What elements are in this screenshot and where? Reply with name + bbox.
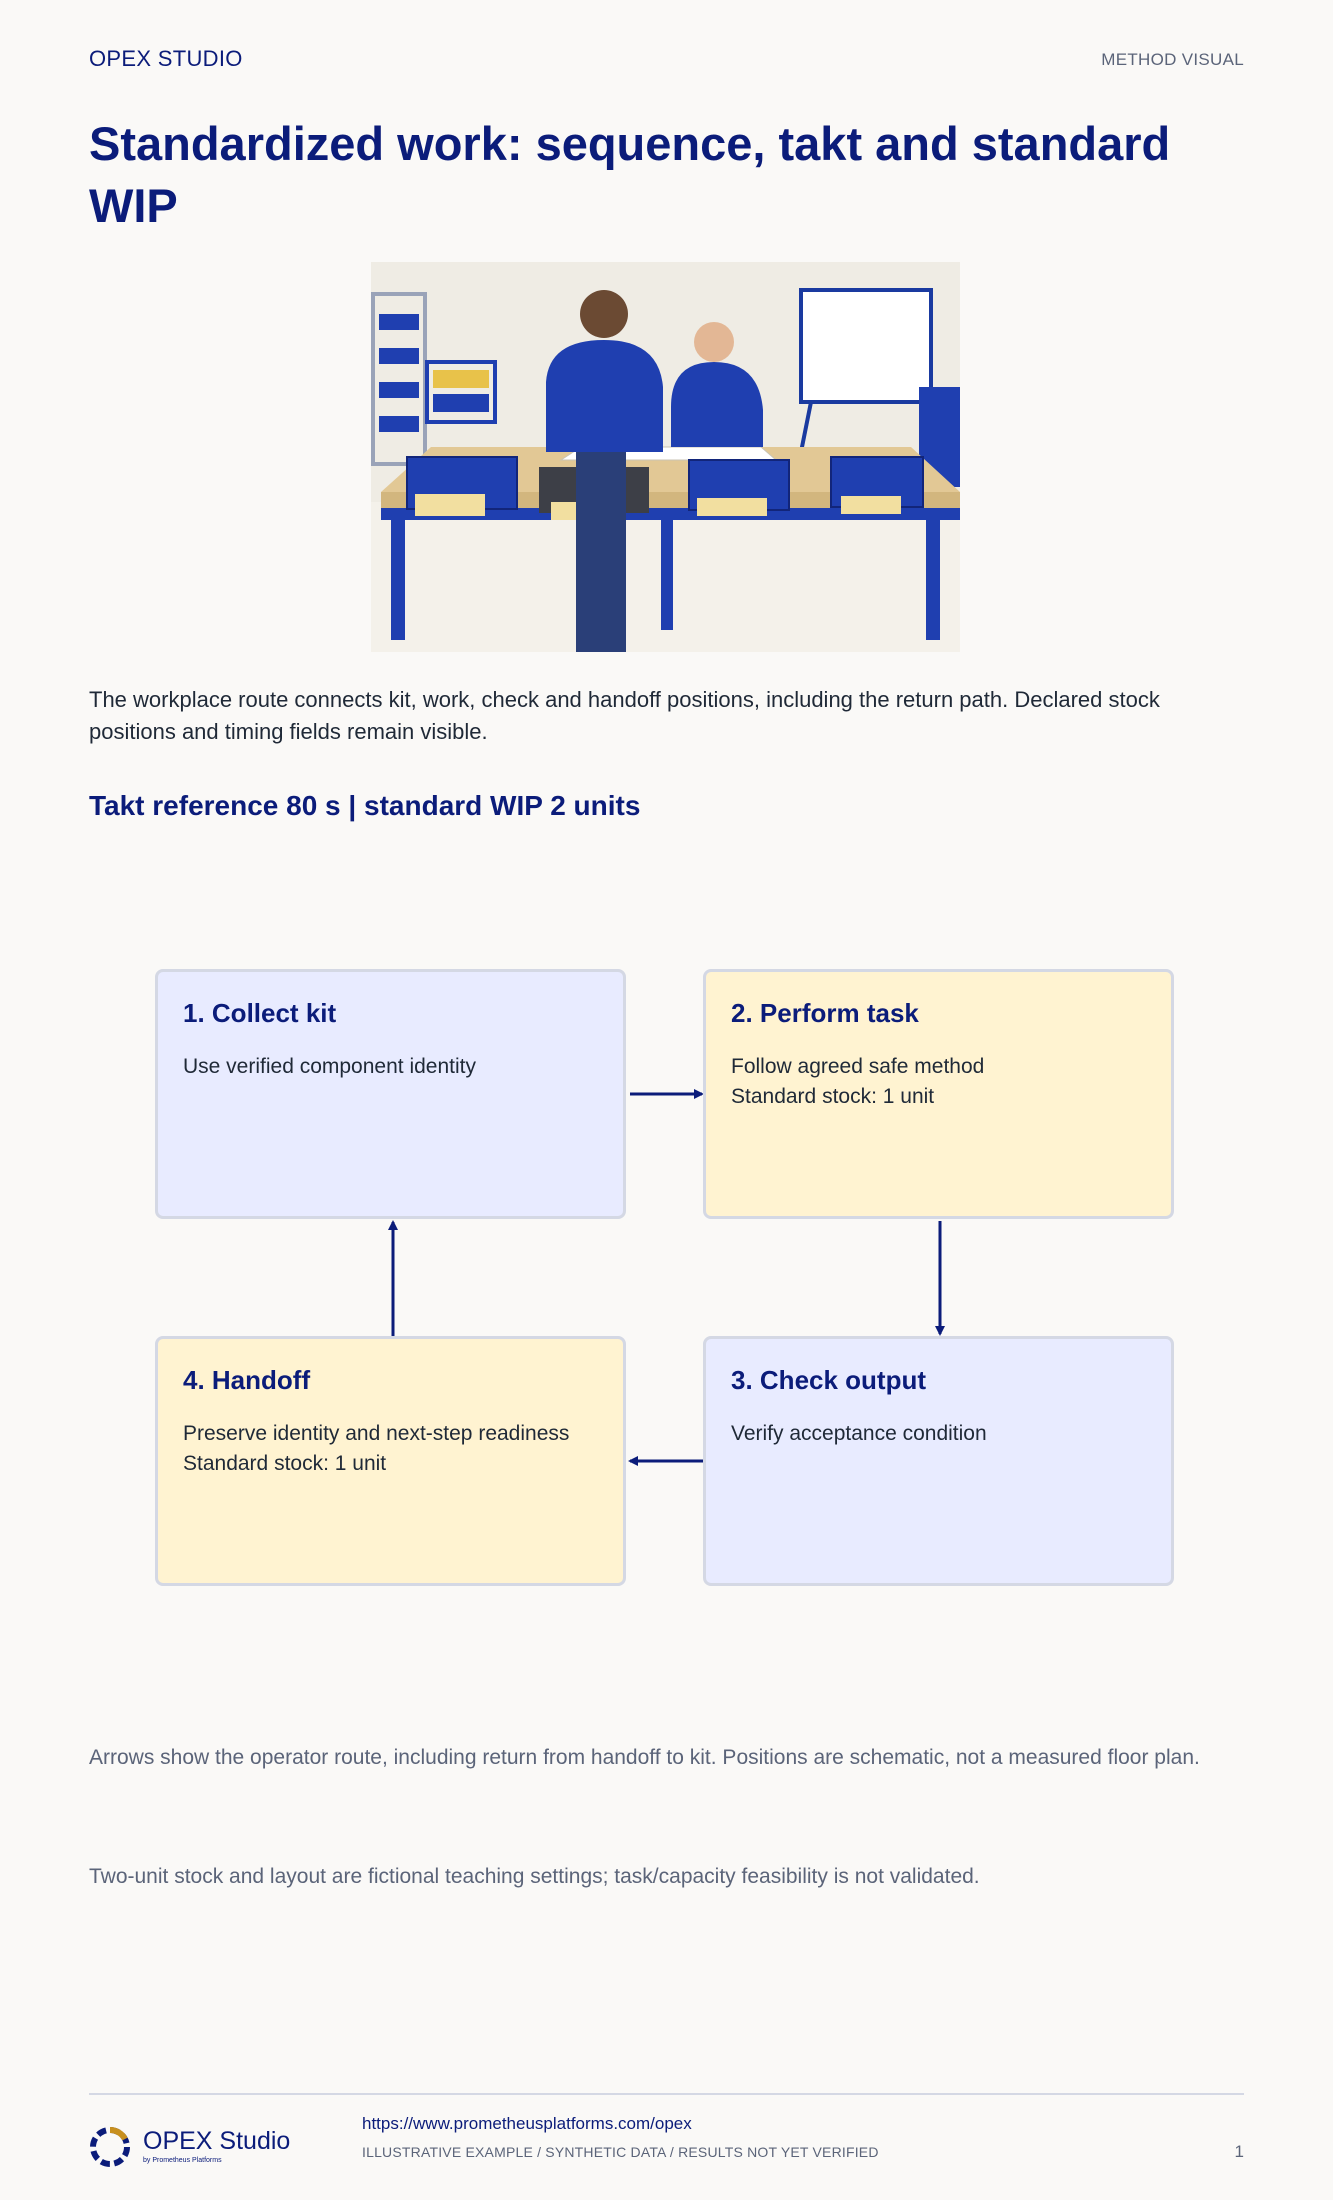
step-line: Follow agreed safe method — [731, 1055, 985, 1078]
step-title: 1. Collect kit — [183, 998, 337, 1028]
step-line: Verify acceptance condition — [731, 1422, 987, 1445]
step-collect-kit — [155, 969, 626, 1219]
step-check-output — [703, 1336, 1174, 1586]
step-title: 4. Handoff — [183, 1365, 311, 1395]
footer-brand-sub: by Prometheus Platforms — [143, 2157, 222, 2164]
brand-wordmark: OPEX STUDIO — [89, 46, 243, 71]
step-line: Standard stock: 1 unit — [731, 1085, 935, 1108]
workstation-illustration — [371, 262, 960, 652]
takt-heading: Takt reference 80 s | standard WIP 2 units — [89, 790, 641, 821]
footer-brand-name: OPEX Studio — [143, 2127, 291, 2155]
step-line: Preserve identity and next-step readiness — [183, 1422, 570, 1445]
step-title: 3. Check output — [731, 1365, 927, 1395]
intro-text: The workplace route connects kit, work, check and handoff positions, including the return path. Declared stock positions and timing fields remain visible. — [89, 687, 1160, 744]
section-tag: METHOD VISUAL — [1101, 50, 1244, 69]
step-handoff — [155, 1336, 626, 1586]
footer-url-link[interactable]: https://www.prometheusplatforms.com/opex — [362, 2114, 692, 2133]
footer-disclaimer: ILLUSTRATIVE EXAMPLE / SYNTHETIC DATA / RESULTS NOT YET VERIFIED — [362, 2144, 879, 2160]
disclaimer-note: Two-unit stock and layout are fictional teaching settings; task/capacity feasibility is not validated. — [89, 1865, 980, 1888]
page-title: Standardized work: sequence, takt and standard WIP — [89, 117, 1171, 232]
step-line: Standard stock: 1 unit — [183, 1452, 387, 1475]
page-number: 1 — [1234, 2142, 1244, 2161]
step-title: 2. Perform task — [731, 998, 919, 1028]
footer-divider — [89, 2093, 1244, 2095]
opex-logo-icon — [89, 2126, 131, 2168]
step-line: Use verified component identity — [183, 1055, 476, 1078]
route-note: Arrows show the operator route, including return from handoff to kit. Positions are schematic, not a measured floor plan. — [89, 1746, 1200, 1769]
step-perform-task — [703, 969, 1174, 1219]
